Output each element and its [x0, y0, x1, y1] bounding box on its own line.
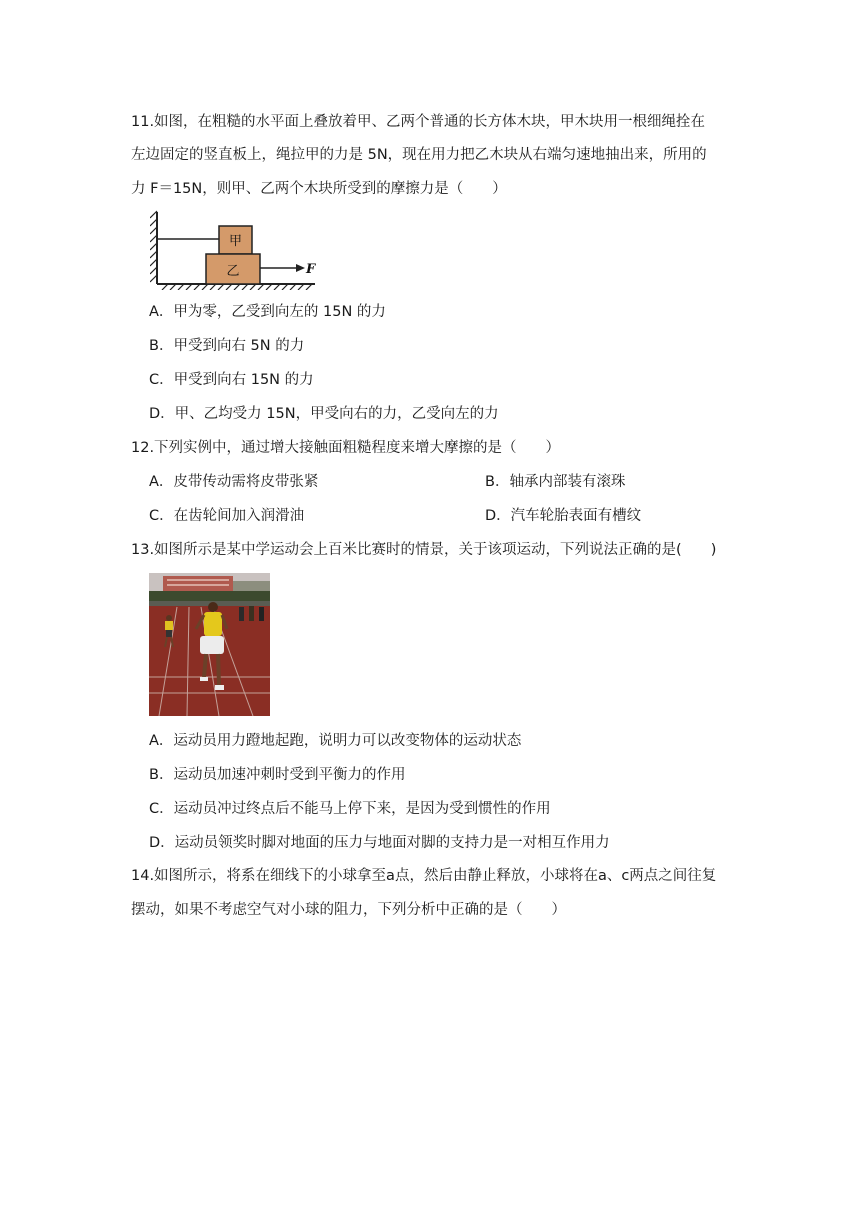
block-yi-label: 乙 [226, 264, 240, 279]
q13-stem: 13.如图所示是某中学运动会上百米比赛时的情景，关于该项运动，下列说法正确的是( ) [131, 542, 717, 558]
q11-option-b: B．甲受到向右 5N 的力 [149, 338, 305, 354]
q11-stem-line2: 左边固定的竖直板上，绳拉甲的力是 5N，现在用力把乙木块从右端匀速地抽出来，所用的 [131, 147, 707, 163]
q13-option-c: C．运动员冲过终点后不能马上停下来，是因为受到惯性的作用 [149, 801, 551, 817]
block-jia-label: 甲 [228, 234, 243, 249]
q14-stem-line2: 摆动，如果不考虑空气对小球的阻力，下列分析中正确的是（ ） [131, 902, 566, 918]
q14-stem-line1: 14.如图所示，将系在细线下的小球拿至a点，然后由静止释放，小球将在a、c两点之间往复 [131, 868, 717, 884]
q11-stem-line1: 11.如图，在粗糙的水平面上叠放着甲、乙两个普通的长方体木块，甲木块用一根细绳拴在 [131, 114, 706, 130]
q11-stem-line3: 力 F＝15N，则甲、乙两个木块所受到的摩擦力是（ ） [131, 181, 507, 197]
q13-option-d: D．运动员领奖时脚对地面的压力与地面对脚的支持力是一对相互作用力 [149, 835, 610, 851]
sprint-race-photo [149, 573, 270, 716]
q11-option-d: D．甲、乙均受力 15N，甲受向右的力，乙受向左的力 [149, 406, 499, 422]
q12-option-b: B．轴承内部装有滚珠 [485, 474, 626, 490]
q12-option-c: C．在齿轮间加入润滑油 [149, 508, 305, 524]
friction-blocks-diagram [150, 208, 320, 290]
q13-option-a: A．运动员用力蹬地起跑，说明力可以改变物体的运动状态 [149, 733, 522, 749]
force-label: F [306, 262, 316, 277]
q13-option-b: B．运动员加速冲刺时受到平衡力的作用 [149, 767, 406, 783]
q12-stem: 12.下列实例中，通过增大接触面粗糙程度来增大摩擦的是（ ） [131, 440, 561, 456]
q12-option-d: D．汽车轮胎表面有槽纹 [485, 508, 642, 524]
q11-option-a: A．甲为零，乙受到向左的 15N 的力 [149, 304, 386, 320]
q12-option-a: A．皮带传动需将皮带张紧 [149, 474, 319, 490]
q11-option-c: C．甲受到向右 15N 的力 [149, 372, 314, 388]
